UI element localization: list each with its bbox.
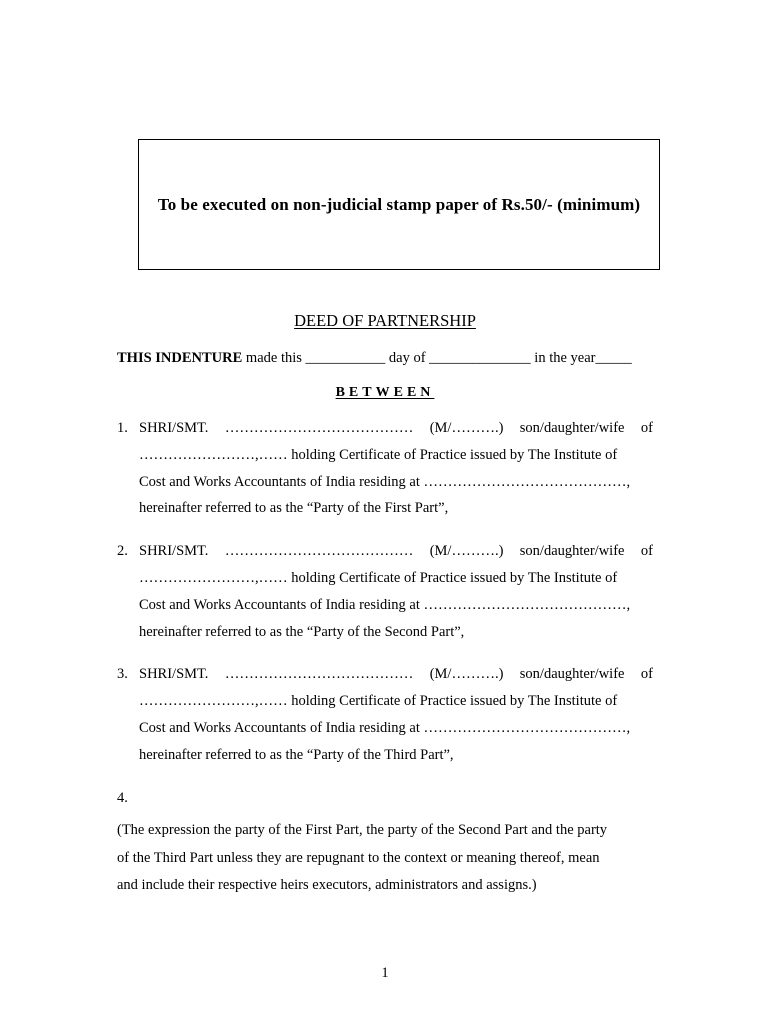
clause-1-line-1 [139,420,653,437]
clause-1-of: of [640,420,653,436]
clause-2-name-blank: ………………………………… [224,543,414,559]
deed-title: DEED OF PARTNERSHIP [294,311,476,330]
clause-2-line-4: hereinafter referred to as the “Party of the Second Part”, [139,624,465,640]
clause-4-number: 4. [117,790,128,806]
clause-3-line-2: ……………………,…… holding Certificate of Practice issued by The Institute of [139,693,618,709]
clause-3-of: of [640,666,653,682]
indenture-rest: made this ___________ day of ______________ in the year_____ [242,350,632,366]
page-number: 1 [381,965,389,981]
clause-3-line-4: hereinafter referred to as the “Party of the Third Part”, [139,747,454,763]
closing-paragraph-line-1: (The expression the party of the First Part, the party of the Second Part and the party [117,822,608,838]
clause-3-line-3: Cost and Works Accountants of India residing at ……………………………………, [139,720,631,736]
clause-1-name-blank: ………………………………… [224,420,414,436]
clause-3-name-blank: ………………………………… [224,666,414,682]
indenture-line [117,350,632,367]
clause-1-line-3: Cost and Works Accountants of India residing at ……………………………………, [139,474,631,490]
clause-3-relation: son/daughter/wife [519,666,625,682]
clause-2-title: SHRI/SMT. [139,543,209,559]
clause-2-number: 2. [117,543,128,559]
clause-2-line-2: ……………………,…… holding Certificate of Practice issued by The Institute of [139,570,618,586]
clause-1-relation: son/daughter/wife [519,420,625,436]
clause-2-membership-blank: (M/……….) [429,543,504,559]
clause-1-number: 1. [117,420,128,436]
clause-2-of: of [640,543,653,559]
closing-paragraph-line-3: and include their respective heirs executors, administrators and assigns.) [117,877,537,893]
stamp-paper-notice-box [138,139,660,270]
clause-1-title: SHRI/SMT. [139,420,209,436]
clause-2-line-1 [139,543,653,560]
clause-3-membership-blank: (M/……….) [429,666,504,682]
clause-2-line-3: Cost and Works Accountants of India residing at ……………………………………, [139,597,631,613]
closing-paragraph-line-2: of the Third Part unless they are repugnant to the context or meaning thereof, mean [117,850,600,866]
clause-3-title: SHRI/SMT. [139,666,209,682]
between-heading: BETWEEN [335,385,435,400]
clause-1-line-4: hereinafter referred to as the “Party of the First Part”, [139,500,449,516]
clause-2-relation: son/daughter/wife [519,543,625,559]
clause-1-line-2: ……………………,…… holding Certificate of Practice issued by The Institute of [139,447,618,463]
clause-3-number: 3. [117,666,128,682]
clause-1-membership-blank: (M/……….) [429,420,504,436]
clause-3-line-1 [139,666,653,683]
stamp-paper-notice: To be executed on non-judicial stamp paper of Rs.50/- (minimum) [157,194,641,214]
indenture-lead: THIS INDENTURE [117,350,243,366]
